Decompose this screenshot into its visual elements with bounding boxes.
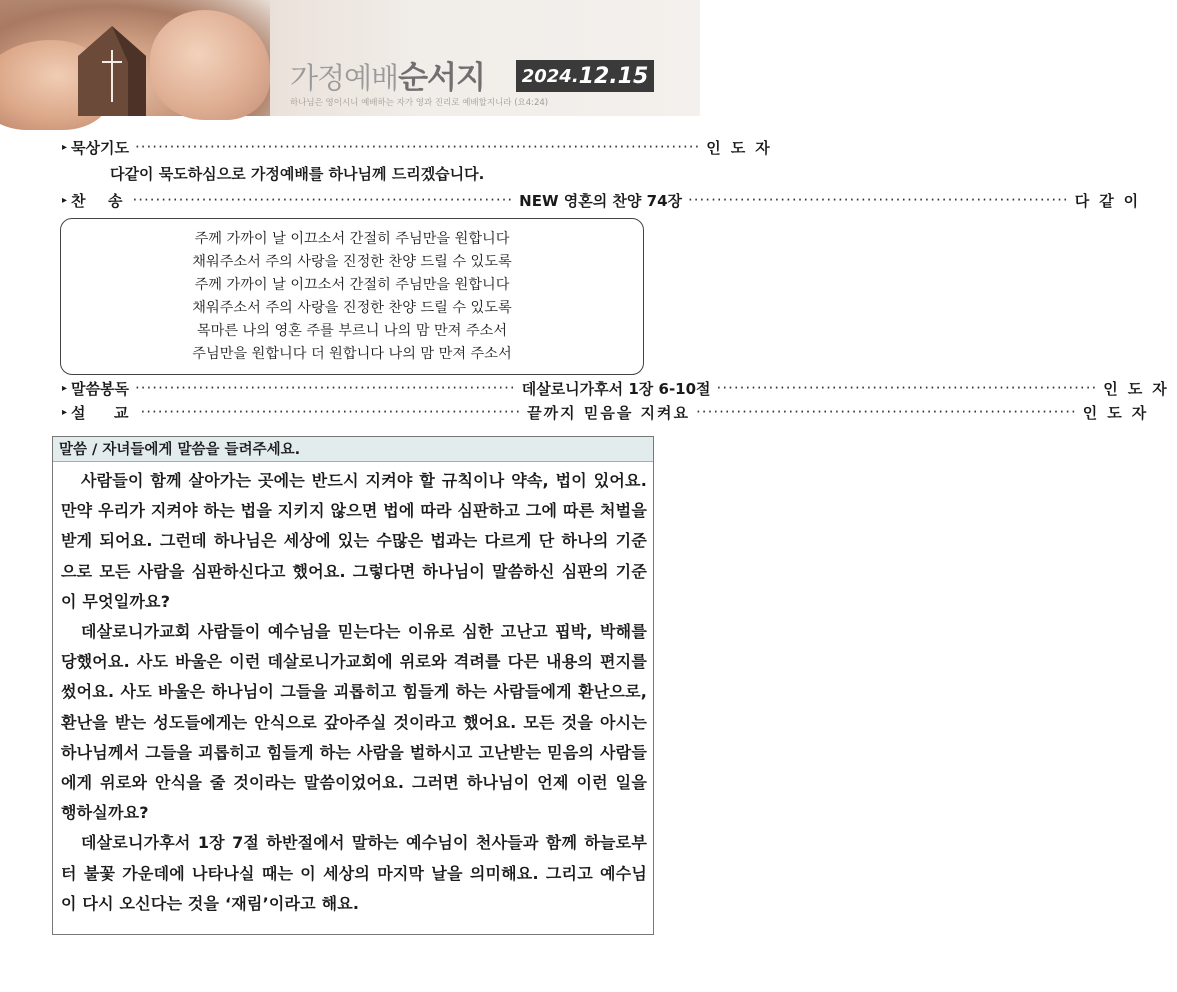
sermon-section xyxy=(52,436,654,935)
meditation-label: 묵상기도 xyxy=(71,138,129,157)
dot-leader: ·································································· xyxy=(688,191,1069,209)
reading-passage: 데살로니가후서 1장 6-10절 xyxy=(521,379,711,398)
header-banner xyxy=(0,0,700,116)
hymn-title: NEW 영혼의 찬양 74장 xyxy=(519,191,682,210)
row-reading xyxy=(62,377,1177,399)
hymn-label: 찬 송 xyxy=(71,191,127,210)
sermon-body xyxy=(61,466,647,919)
row-hymn xyxy=(62,189,1149,211)
wooden-house-cross-icon xyxy=(72,22,152,116)
lyric-line: 채워주소서 주의 사랑을 진정한 찬양 드릴 수 있도록 xyxy=(192,299,512,316)
dot-leader: ·································································································· xyxy=(135,138,701,156)
date-badge xyxy=(516,60,654,92)
title-bold: 순서지 xyxy=(398,60,485,96)
sermon-paragraph: 데살로니가후서 1장 7절 하반절에서 말하는 예수님이 천사들과 함께 하늘로부터 불꽃 가운데에 나타나실 때는 이 세상의 마지막 날을 의미해요. 그리고 예수님이 다시 오신다는 것을 ‘재림’이라고 해요. xyxy=(61,833,647,913)
meditation-leader: 인도자 xyxy=(706,138,780,157)
dot-leader: ·································································· xyxy=(696,403,1077,421)
row-sermon xyxy=(62,401,1157,423)
sermon-paragraph: 데살로니가교회 사람들이 예수님을 믿는다는 이유로 심한 고난고 핍박, 박해를 당했어요. 사도 바울은 이런 데살로니가교회에 위로와 격려를 다믄 내용의 편지를 썼어요. 사도 바울은 하나님이 그들을 괴롭히고 힘들게 하는 사람들에게 환난으로, 환난을 받는 성도들에게는 안식으로 갚아주실 것이라고 했어요. 모든 것을 아시는 하나님께서 그들을 괴롭히고 힘들게 하는 사람을 벌하시고 고난받는 믿음의 사람들에게 위로와 안식을 줄 것이라는 말씀이었어요. 그러면 하나님이 언제 이런 일을 행하실까요? xyxy=(61,622,647,823)
triangle-bullet-icon: ▸ xyxy=(62,194,68,206)
dot-leader: ·································································· xyxy=(140,403,522,421)
welcome-text: 다같이 묵도하심으로 가정예배를 하나님께 드리겠습니다. xyxy=(110,165,485,183)
triangle-bullet-icon: ▸ xyxy=(62,382,68,394)
dot-leader: ·································································· xyxy=(716,379,1098,397)
date-year: 2024. xyxy=(521,65,579,87)
header-verse: 하나님은 영이시니 예배하는 자가 영과 진리로 예배할지니라 (요4:24) xyxy=(290,98,549,108)
dot-leader: ·································································· xyxy=(132,191,514,209)
reading-label: 말씀봉독 xyxy=(71,379,129,398)
hymn-leader: 다같이 xyxy=(1074,191,1149,210)
lyric-line: 채워주소서 주의 사랑을 진정한 찬양 드릴 수 있도록 xyxy=(192,253,512,270)
lyric-line: 주께 가까이 날 이끄소서 간절히 주님만을 원합니다 xyxy=(194,276,510,293)
sermon-title: 끝까지 믿음을 지켜요 xyxy=(527,403,691,422)
dot-leader: ·································································· xyxy=(135,379,516,397)
sermon-label: 설 교 xyxy=(71,403,135,422)
sermon-paragraph: 사람들이 함께 살아가는 곳에는 반드시 지켜야 할 규칙이나 약속, 법이 있어요. 만약 우리가 지켜야 하는 법을 지키지 않으면 법에 따라 심판하고 그에 따른 처벌을 받게 되어요. 그런데 하나님은 세상에 있는 수많은 법과는 다르게 단 하나의 기준으로 모든 사람을 심판하신다고 했어요. 그렇다면 하나님이 말씀하신 심판의 기준이 무엇일까요? xyxy=(61,471,647,611)
row-meditation xyxy=(62,136,780,158)
hymn-lyrics-box xyxy=(60,218,644,375)
reading-leader: 인도자 xyxy=(1103,379,1177,398)
triangle-bullet-icon: ▸ xyxy=(62,406,68,418)
sermon-heading: 말씀 / 자녀들에게 말씀을 들려주세요. xyxy=(53,436,653,462)
lyric-line: 목마른 나의 영혼 주를 부르니 나의 맘 만져 주소서 xyxy=(196,322,508,339)
title-light: 가정예배 xyxy=(290,61,399,95)
page-title xyxy=(290,52,485,97)
date-monthday: 12.15 xyxy=(578,63,649,89)
lyric-line: 주께 가까이 날 이끄소서 간절히 주님만을 원합니다 xyxy=(194,230,510,247)
triangle-bullet-icon: ▸ xyxy=(62,141,68,153)
lyric-line: 주님만을 원합니다 더 원합니다 나의 맘 만져 주소서 xyxy=(192,345,512,362)
sermon-leader: 인도자 xyxy=(1082,403,1157,422)
